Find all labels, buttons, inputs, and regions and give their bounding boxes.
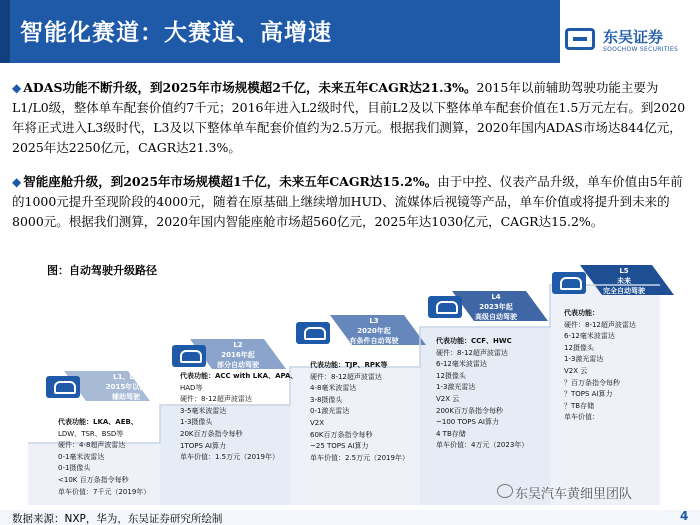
level-l1-name: L1、L0: [113, 373, 139, 381]
detail-line: 3-5毫米波雷达: [180, 406, 227, 415]
detail-line: 代表功能：LKA、AEB、: [58, 418, 138, 426]
title-accent: [0, 0, 10, 63]
detail-line: 6-12毫米波雷达: [436, 360, 487, 369]
detail-line: HAD等: [180, 383, 203, 392]
detail-line: ~100 TOPS AI算力: [436, 418, 499, 427]
detail-line: V2X 云: [436, 394, 460, 403]
detail-line: 单车价值：7千元（2019年）: [58, 487, 151, 496]
detail-line: 1-3激光雷达: [564, 355, 604, 364]
level-l4-header: [454, 292, 538, 322]
detail-line: ？TOPS AI算力: [564, 390, 613, 399]
car-icon: [296, 322, 330, 344]
level-l3-desc: 有条件自动驾驶: [349, 337, 399, 345]
level-l3-header: [332, 316, 416, 346]
detail-line: 硬件：8-12超声波雷达: [180, 395, 252, 404]
logo-mark-icon: [565, 28, 595, 50]
diamond-bullet-icon: ◆: [12, 81, 22, 95]
level-l2-year: 2016年起: [221, 351, 255, 359]
level-l5-year: 未来: [617, 277, 631, 285]
page-number: 4: [680, 509, 689, 523]
level-l5-details: [564, 308, 676, 424]
paragraph-cockpit-body: 由于中控、仪表产品升级，单车价值由5年前的1000元提升至现阶段的4000元，随着在原基础上继续增加HUD、流媒体后视镜等产品，单车价值或将提升到未来的8000元。根据我们测算，2020年国内智能座舱市场超560亿元，2025年达1030亿元，CAGR达15.2%。: [12, 174, 683, 229]
paragraph-adas-headline: ADAS功能不断升级，到2025年市场规模超2千亿，未来五年CAGR达21.3%。: [23, 80, 477, 95]
detail-line: 200K百万条指令每秒: [436, 406, 503, 415]
detail-line: 代表功能：ACC with LKA、APA、: [180, 372, 298, 380]
detail-line: 单车价值：4万元（2023年）: [436, 441, 529, 450]
detail-line: 0-1毫米波雷达: [58, 452, 105, 461]
detail-line: 12摄像头: [436, 371, 466, 380]
detail-line: 单车价值：1.5万元（2019年）: [180, 453, 279, 462]
level-l2-details: [180, 371, 304, 464]
level-l5-header: [584, 266, 664, 296]
detail-line: V2X 云: [564, 366, 588, 375]
detail-line: ？TB存储: [564, 401, 595, 410]
level-l4-details: [436, 336, 560, 452]
watermark-text: 东吴汽车黄细里团队: [515, 487, 633, 502]
detail-line: ？百万条指令每秒: [564, 378, 620, 387]
source-note: 数据来源：NXP，华为，东吴证券研究所绘制: [12, 513, 223, 525]
detail-line: 代表功能：: [564, 309, 599, 317]
detail-line: 硬件：8-12超声波雷达: [310, 372, 382, 381]
level-l2-name: L2: [233, 341, 243, 349]
detail-line: 20K百万条指令每秒: [180, 429, 243, 438]
detail-line: 3-8摄像头: [310, 395, 343, 404]
level-l5-desc: 完全自动驾驶: [603, 287, 645, 295]
detail-line: 1-3激光雷达: [436, 383, 476, 392]
detail-line: 4 TB存储: [436, 429, 466, 438]
detail-line: 代表功能：TJP、RPK等: [310, 361, 388, 369]
level-l1-header: [90, 372, 162, 402]
detail-line: 0-1激光雷达: [310, 407, 350, 416]
level-l1-details: [58, 417, 178, 498]
wechat-icon: [497, 484, 513, 498]
detail-line: 硬件：8-12超声波雷达: [436, 348, 508, 357]
detail-line: <10K 百万条指令每秒: [58, 475, 129, 484]
level-l3-details: [310, 360, 434, 464]
detail-line: 60K百万条指令每秒: [310, 430, 373, 439]
diamond-bullet-icon: ◆: [12, 175, 22, 189]
company-logo: [565, 26, 690, 60]
paragraph-cockpit: [12, 172, 692, 232]
car-icon: [46, 376, 80, 398]
car-icon: [552, 272, 586, 294]
paragraph-adas: [12, 78, 692, 158]
detail-line: 单车价值：: [564, 413, 599, 422]
detail-line: 硬件：4-8超声波雷达: [58, 441, 126, 450]
level-l2-desc: 部分自动驾驶: [217, 361, 259, 369]
logo-text-en: SOOCHOW SECURITIES: [603, 46, 679, 53]
detail-line: 硬件：8-12超声波雷达: [564, 320, 636, 329]
paragraph-adas-body: 2015年以前辅助驾驶功能主要为L1/L0级，整体单车配套价值约7千元；2016年进入L2级时代，目前L2及以下整体单车配套价值在1.5万元左右。到2020年将正式进入L3级时代，L3及以下整体单车配套价值约为2.5万元。根据我们测算，2020年国内ADAS市场达844亿元，2025年达2250亿元，CAGR达21.3%。: [12, 80, 686, 155]
title-bar: [0, 0, 560, 63]
detail-line: 1-3摄像头: [180, 418, 213, 427]
level-l3-name: L3: [369, 317, 379, 325]
level-l4-year: 2023年起: [479, 303, 513, 311]
logo-text-cn: 东吴证券: [603, 28, 664, 46]
detail-line: 12摄像头: [564, 343, 594, 352]
level-l1-desc: 辅助驾驶: [112, 393, 140, 401]
paragraph-cockpit-headline: 智能座舱升级，到2025年市场规模超1千亿，未来五年CAGR达15.2%。: [23, 174, 438, 189]
detail-line: 单车价值：2.5万元（2019年）: [310, 453, 409, 462]
detail-line: V2X: [310, 418, 325, 427]
level-l4-name: L4: [491, 293, 501, 301]
detail-line: LDW、TSR、BSD等: [58, 429, 124, 438]
level-l1-year: 2015年以前: [105, 383, 147, 391]
detail-line: 代表功能：CCF、HWC: [436, 337, 512, 345]
detail-line: 6-12毫米波雷达: [564, 332, 615, 341]
level-l4-desc: 高级自动驾驶: [475, 313, 517, 321]
detail-line: 1TOPS AI算力: [180, 441, 226, 450]
detail-line: 0-1摄像头: [58, 464, 91, 473]
page-title: 智能化赛道：大赛道、高增速: [20, 20, 332, 46]
figure-title: 图：自动驾驶升级路径: [47, 264, 157, 277]
detail-line: ~25 TOPS AI算力: [310, 442, 369, 451]
detail-line: 4-8毫米波雷达: [310, 384, 357, 393]
level-l3-year: 2020年起: [357, 327, 391, 335]
level-l2-header: [196, 340, 280, 370]
level-l5-name: L5: [619, 267, 629, 275]
